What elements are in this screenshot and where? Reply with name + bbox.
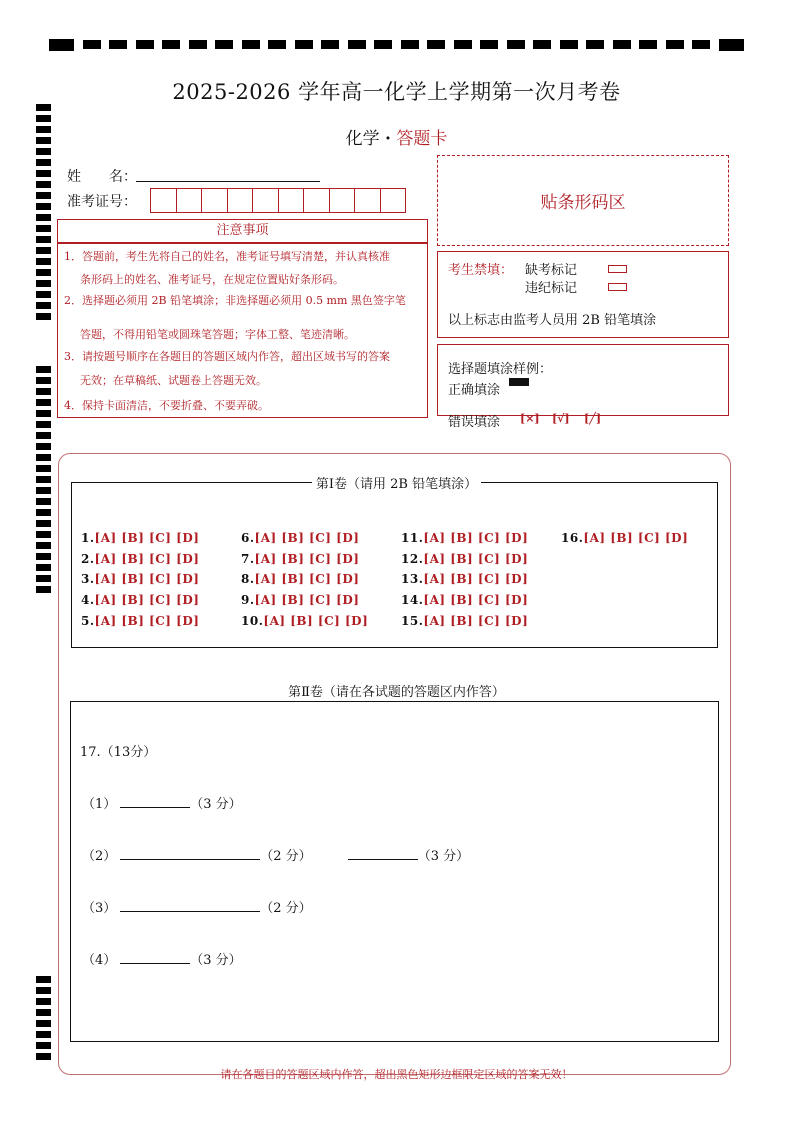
choice-options[interactable]: [A] [B] [C] [D]: [423, 614, 529, 628]
choice-options[interactable]: [A] [B] [C] [D]: [423, 593, 529, 607]
q17-2-blank-a[interactable]: [120, 848, 260, 860]
choice-number: 7.: [241, 552, 255, 566]
choice-options[interactable]: [A] [B] [C] [D]: [254, 593, 360, 607]
choice-number: 15.: [401, 614, 424, 628]
notice-item-4: 4．保持卡面清洁，不要折叠、不要弄破。: [64, 399, 269, 412]
choice-number: 13.: [401, 572, 424, 586]
correct-fill-sample: [509, 378, 529, 386]
choice-q3[interactable]: [81, 572, 199, 586]
exam-id-label: 准考证号：: [67, 194, 137, 210]
choice-options[interactable]: [A] [B] [C] [D]: [94, 593, 200, 607]
choice-number: 10.: [241, 614, 264, 628]
q17-part-4: （4） （3 分）: [82, 953, 242, 968]
choice-number: 11.: [401, 531, 424, 545]
notice-item-3: 3．请按题号顺序在各题目的答题区域内作答，超出区域书写的答案 无效；在草稿纸、试题卷上答题无效。: [64, 350, 390, 387]
q17-2-blank-b[interactable]: [348, 848, 418, 860]
page-title: 2025-2026 学年高一化学上学期第一次月考卷: [172, 80, 621, 104]
choice-q1[interactable]: [81, 531, 199, 545]
choice-number: 14.: [401, 593, 424, 607]
q17-title: 17.（13分）: [80, 745, 157, 760]
choice-options[interactable]: [A] [B] [C] [D]: [94, 531, 200, 545]
notice-item-1: 1．答题前，考生先将自己的姓名，准考证号填写清楚，并认真核准 条形码上的姓名、准考证号，在规定位置贴好条形码。: [64, 250, 390, 286]
notice-box: [57, 243, 428, 418]
examiner-only-box: [437, 251, 729, 338]
choice-number: 3.: [81, 572, 95, 586]
choice-options[interactable]: [A] [B] [C] [D]: [254, 552, 360, 566]
choice-options[interactable]: [A] [B] [C] [D]: [254, 531, 360, 545]
choice-number: 9.: [241, 593, 255, 607]
choice-options[interactable]: [A] [B] [C] [D]: [423, 531, 529, 545]
choice-q5[interactable]: [81, 614, 199, 628]
absent-mark-label: 缺考标记: [525, 263, 578, 278]
choice-number: 6.: [241, 531, 255, 545]
choice-q2[interactable]: [81, 552, 199, 566]
choice-number: 16.: [561, 531, 584, 545]
q17-part-2: （2） （2 分） （3 分）: [82, 849, 470, 864]
choice-q14[interactable]: [401, 593, 528, 607]
choice-options[interactable]: [A] [B] [C] [D]: [254, 572, 360, 586]
name-label: 姓 名：: [67, 169, 137, 185]
q17-part-1: （1） （3 分）: [82, 797, 242, 812]
card-label: 答题卡: [396, 129, 448, 149]
choice-q12[interactable]: [401, 552, 528, 566]
choice-number: 5.: [81, 614, 95, 628]
fill-sample-box: [437, 344, 729, 430]
notice-item-2: 2．选择题必须用 2B 铅笔填涂；非选择题必须用 0.5 mm 黑色签字笔 答题，不得用铅笔或圆珠笔答题；字体工整、笔迹清晰。: [64, 294, 406, 341]
q17-part-3: （3） （2 分）: [82, 901, 312, 916]
choice-options[interactable]: [A] [B] [C] [D]: [583, 531, 689, 545]
choice-q15[interactable]: [401, 614, 528, 628]
choice-q11[interactable]: [401, 531, 528, 545]
choice-q8[interactable]: [241, 572, 359, 586]
card-subtitle: [0, 124, 793, 149]
violation-mark-label: 违纪标记: [525, 281, 578, 296]
wrong-mark-3: [╱]: [584, 412, 602, 425]
top-timing-marks: [49, 39, 744, 50]
barcode-area: [437, 155, 729, 246]
choice-q16[interactable]: [561, 531, 688, 545]
choice-number: 1.: [81, 531, 95, 545]
wrong-fill-label: 错误填涂: [448, 415, 501, 430]
choice-options[interactable]: [A] [B] [C] [D]: [423, 572, 529, 586]
wrong-mark-1: [×]: [520, 412, 540, 425]
choice-number: 8.: [241, 572, 255, 586]
choice-number: 4.: [81, 593, 95, 607]
choice-options[interactable]: [A] [B] [C] [D]: [94, 572, 200, 586]
choice-q9[interactable]: [241, 593, 359, 607]
choice-q7[interactable]: [241, 552, 359, 566]
choice-q6[interactable]: [241, 531, 359, 545]
section-2-box: [70, 701, 719, 1042]
sample-title: 选择题填涂样例：: [448, 362, 553, 377]
choice-q13[interactable]: [401, 572, 528, 586]
choice-options[interactable]: [A] [B] [C] [D]: [263, 614, 369, 628]
choice-number: 2.: [81, 552, 95, 566]
wrong-mark-2: [√]: [552, 412, 570, 425]
subtitle-dot: ·: [385, 129, 391, 149]
prohibit-label: 考生禁填：: [448, 263, 514, 278]
q17-3-blank[interactable]: [120, 900, 260, 912]
choice-q10[interactable]: [241, 614, 368, 628]
name-field[interactable]: [136, 181, 320, 182]
correct-fill-label: 正确填涂: [448, 383, 501, 398]
q17-4-blank[interactable]: [120, 952, 190, 964]
choice-options[interactable]: [A] [B] [C] [D]: [423, 552, 529, 566]
choice-number: 12.: [401, 552, 424, 566]
exam-id-boxes[interactable]: [151, 188, 406, 213]
footer-warning: 请在各题目的答题区域内作答，超出黑色矩形边框限定区域的答案无效！: [220, 1068, 573, 1081]
violation-mark-box[interactable]: [608, 283, 627, 291]
notice-heading: 注意事项: [57, 219, 428, 243]
barcode-area-label: 贴条形码区: [540, 193, 626, 213]
section-2-label: 第Ⅱ卷（请在各试题的答题区内作答）: [288, 685, 505, 700]
subject-label: 化学: [345, 129, 380, 149]
left-timing-marks-bottom: [36, 976, 51, 1064]
section-1-label: 第Ⅰ卷（请用 2B 铅笔填涂）: [0, 473, 793, 492]
choice-q4[interactable]: [81, 593, 199, 607]
absent-mark-box[interactable]: [608, 265, 627, 273]
q17-1-blank[interactable]: [120, 796, 190, 808]
choice-options[interactable]: [A] [B] [C] [D]: [94, 614, 200, 628]
choice-options[interactable]: [A] [B] [C] [D]: [94, 552, 200, 566]
prohibit-note: 以上标志由监考人员用 2B 铅笔填涂: [448, 313, 657, 328]
